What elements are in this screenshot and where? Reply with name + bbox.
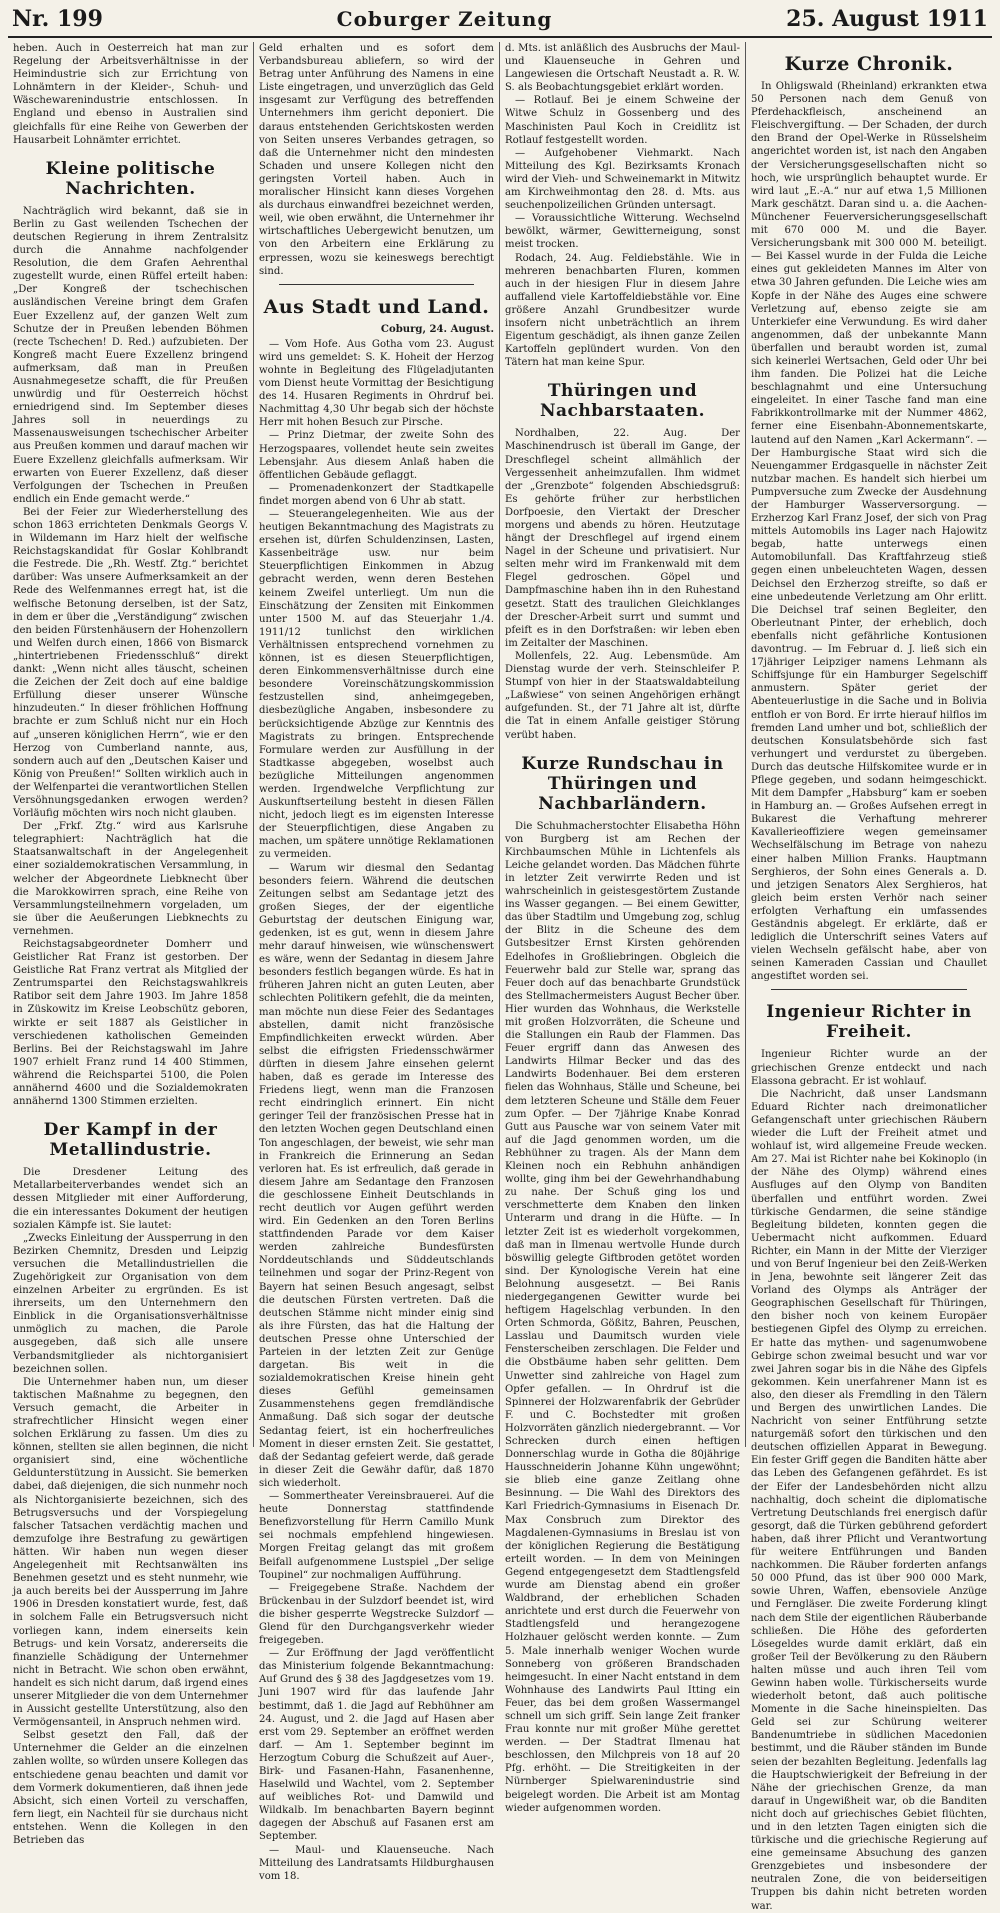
section-heading: Kurze Chronik.	[784, 53, 954, 75]
section-heading: Kurze Rundschau in Thüringen und Nachbarländern.	[521, 753, 724, 814]
column-1	[8, 42, 254, 1846]
article-text: — Zur Eröffnung der Jagd veröffentlicht das Ministerium folgende Bekanntmachung: Auf Grund des § 38 des Jagdgesetzes vom 19. Juni 1907 wird für das laufende Jahr bestimmt, daß 1. die Jagd auf Rebhühner am 24. August, und 2. die Jagd auf Hasen aber erst vom 29. September an eröffnet werden darf. — Am 1. September beginnt im Herzogtum Coburg die Schußzeit auf Auer-, Birk- und Fasanen-Hahn, Fasanenhenne, Haselwild und Wachtel, vom 2. September auf weibliches Rot- und Damwild und Wildkalb. Im benachbarten Bayern beginnt dagegen der Abschuß auf Fasanen erst am September.	[259, 1648, 494, 1843]
article-text: Nachträglich wird bekannt, daß sie in Berlin zu Gast weilenden Tschechen der deutschen Regierung in ihrem Zentralsitz durch die Annahme nachfolgender Resolution, die dem Grafen Aehrenthal zugestellt wurde, einen Rüffel erteilt haben: „Der Kongreß der tschechischen ausländischen Vereine bringt dem Grafen Euer Exzellenz auf, der ganzen Welt zum Schutze der in Preußen lebenden Böhmen (recte Tschechen! D. Red.) aufzubieten. Der Kongreß macht Euere Exzellenz bringend aufmerksam, daß man in Preußen Ausnahmegesetze schafft, die für Preußen unwürdig und für Oesterreich höchst erniedrigend sind. Im September dieses Jahres soll in neuerdings zu Massenausweisungen tschechischer Arbeiter aus Preußen kommen und darauf machen wir Euere Exzellenz gleichfalls aufmerksam. Wir erwarten von Euerer Exzellenz, daß dieser Verfolgungen der Tschechen in Preußen endlich ein Ende gemacht werde.“	[13, 205, 248, 505]
article-text: — Voraussichtliche Witterung. Wechselnd bewölkt, wärmer, Gewitterneigung, sonst meist trocken.	[505, 213, 740, 251]
article-text: — Sommertheater Vereinsbrauerei. Auf die heute Donnerstag stattfindende Benefizvorstellung für Herrn Camillo Munk sei nochmals empfehlend hingewiesen. Morgen Freitag gelangt das mit großem Beifall aufgenommene Lustspiel „Der selige Toupinel“ zur nochmaligen Aufführung.	[259, 1491, 494, 1581]
article-text: Die Unternehmer haben nun, um dieser taktischen Maßnahme zu begegnen, den Versuch gemacht, die Arbeiter in strafrechtlicher Hinsicht wegen einer solchen Erklärung zu fassen. Um dies zu können, stellten sie allen beginnen, die nicht organisiert sind, eine wöchentliche Geldunterstützung in Aussicht. Sie bemerken dabei, daß diejenigen, die sich nunmehr noch als Nichtorganisierte bezeichnen, sich des Betrugsversuchs und der Vorspiegelung falscher Tatsachen verdächtig machen und demzufolge ihre Bestrafung zu gewärtigen hätten. Wir haben nun wegen dieser Angelegenheit mit Rechtsanwälten ins Benehmen gesetzt und es steht nunmehr, wie ja auch bereits bei der Aussperrung im Jahre 1906 in Dresden konstatiert wurde, fest, daß in solchem Falle ein Betrugsversuch nicht vorliegen kann, indem einerseits kein Betrugs- und kein Vorsatz, andererseits die finanzielle Schädigung der Unternehmer nicht in Betracht. Wie schon oben erwähnt, handelt es sich nicht darum, daß irgend eines unserer Mitglieder die von dem Unternehmer in Aussicht gestellte Unterstützung, also den Vermögensanteil, in Anspruch nehmen wird.	[13, 1376, 248, 1729]
article-text: — Prinz Dietmar, der zweite Sohn des Herzogspaares, vollendet heute sein zweites Lebensjahr. Aus diesem Anlaß haben die öffentlichen Gebäude geflaggt.	[259, 430, 494, 481]
section-heading: Thüringen und Nachbarstaaten.	[539, 381, 706, 422]
article-text: — Aufgehobener Viehmarkt. Nach Mitteilung des Kgl. Bezirksamts Kronach wird der Vieh- und Schweinemarkt in Mitwitz am Kirchweihmontag den 28. d. Mts. aus seuchenpolizeilichen Gründen untersagt.	[505, 147, 740, 212]
article-text: Mollenfels, 22. Aug. Lebensmüde. Am Dienstag wurde der verh. Steinschleifer P. Stumpf von hier in der Staatswaldabteilung „Laßwiese“ von seinen Angehörigen erhängt aufgefunden. St., der 71 Jahre alt ist, dürfte die Tat in einem Anfalle geistiger Störung verübt haben.	[505, 650, 740, 741]
article-text: Geld erhalten und es sofort dem Verbandsbureau abliefern, so wird der Betrag unter Anführung des Namens in eine Liste eingetragen, und unverzüglich das Geld insgesamt zur Verfügung des betreffenden Unternehmers ihm gericht deponiert. Die daraus entstehenden Gerichtskosten werden von Seiten unseres Verbandes getragen, so daß die Unternehmer nicht den mindesten Schaden und unsere Kollegen nicht den geringsten Vorteil haben. Auch in moralischer Hinsicht kann dieses Vorgehen als durchaus einwandfrei bezeichnet werden, weil, wie oben erwähnt, die Unternehmer ihr wirtschaftliches Uebergewicht benutzen, um von den Arbeitern eine Erklärung zu erpressen, wozu sie keineswegs berechtigt sind.	[259, 43, 494, 277]
article-text: In Ohligswald (Rheinland) erkrankten etwa 50 Personen nach dem Genuß von Pferdehackfleisch, anscheinend an Fleischvergiftung. — Der Schaden, der durch den Brand der Opel-Werke in Rüsselsheim angerichtet worden ist, ist nach den Angaben der Versicherungsgesellschaften nicht so hoch, wie ursprünglich behauptet wurde. Er wird laut „E.-A.“ nur auf etwa 1,5 Millionen Mark geschätzt. Daran sind u. a. die Aachen-Münchener Feuerversicherungsgesellschaft mit 670 000 M. und die Bayer. Versicherungsbank mit 300 000 M. beteiligt. — Bei Kassel wurde in der Fulda die Leiche eines gut gekleideten Mannes im Alter von etwa 30 Jahren gefunden. Die Leiche wies am Kopfe in der Nähe des Auges eine schwere Verletzung auf, ebenso zeigte sie am Unterkiefer eine Verwundung. Es wird daher angenommen, daß der unbekannte Mann überfallen und beraubt worden ist, zumal sich keinerlei Wertsachen, Geld oder Uhr bei ihm fanden. Die Polizei hat die Leiche beschlagnahmt und eine Untersuchung eingeleitet. In einer Tasche fand man eine Fabrikkontrollmarke mit der Nummer 4862, ferner eine Eisenbahn-Abonnementskarte, lautend auf den Namen „Karl Ackermann“. — Der Hamburgische Staat wird sich die Neuengammer Erdgasquelle in nächster Zeit nutzbar machen. Es handelt sich hierbei um Pumpversuche zum Zwecke der Ausdehnung der Hamburger Wasserversorgung. — Erzherzog Karl Franz Josef, der sich von Prag mittels Automobils ins Lager nach Hajowitz begab, hatte unterwegs einen Automobilunfall. Das Kraftfahrzeug stieß gegen einen unbeleuchteten Wagen, dessen Deichsel den Erzherzog streifte, so daß er eine unbedeutende Verletzung am Ohr erlitt. Die Deichsel traf seinen Begleiter, den Oberleutnant Pinter, der erheblich, doch ebenfalls nicht gefährliche Kontusionen davontrug. — Im Februar d. J. ließ sich ein 17jähriger Leipziger namens Lehmann als Schiffsjunge für ein Hamburger Segelschiff anmustern. Später geriet der Abenteuerlustige in die Sache und in Bolivia entfloh er von Bord. Er irrte hierauf hilflos im fremden Land umher und bot, schließlich der deutschen Konsulatsbehörde sich fast verhungert und verdurstet zu übergeben. Durch das deutsche Hilfskomitee wurde er in Pflege gegeben, und sodann heimgeschickt. Mit dem Dampfer „Habsburg“ kam er soeben in Hamburg an. — Großes Aufsehen erregt in Bukarest die Verhaftung mehrerer Kavallerieoffiziere wegen gemeinsamer Wechselfälschung im Betrage von nahezu einer halben Million Franks. Hauptmann Serghieros, der Sohn eines Generals a. D. und jetzigen Senators Alex Serghieros, hat gleich beim ersten Verhör nach seiner erfolgten Verhaftung ein umfassendes Geständnis abgelegt. Er erklärte, daß er lediglich die Unterschrift seines Vaters auf vielen Wechseln gefälscht habe, aber von seinen Kameraden Cassian und Chaullet angestiftet worden sei.	[751, 81, 987, 983]
divider	[771, 989, 967, 990]
article-text: heben. Auch in Oesterreich hat man zur Regelung der Arbeitsverhältnisse in der Heimindustrie sich zur Errichtung von Lohnämtern in der Kleider-, Schuh- und Wäschewarenindustrie entschlossen. In England und ebenso in Australien sind gleichfalls für eine Reihe von Gewerben der Hausarbeit Lohnämter errichtet.	[13, 43, 248, 146]
divider	[279, 284, 474, 285]
article-text: — Warum wir diesmal den Sedantag besonders feiern. Während die deutschen Zeitungen selbst am Sedantage jetzt des großen Sieges, der der eigentliche Geburtstag der deutschen Einigung war, gedenken, ist es gut, wenn in diesem Jahre mehr darauf hinweisen, wie wünschenswert es wäre, wenn der Sedantag in diesem Jahre besonders festlich begangen würde. Es hat in früheren Jahren nicht an guten Leuten, aber schlechten Politikern gefehlt, die da meinten, man möchte nun diese Feier des Sedantages abstellen, damit nicht französische Empfindlichkeiten erweckt würden. Aber selbst die eifrigsten Friedensschwärmer dürften in diesem Jahre einsehen gelernt haben, daß es gerade im Interesse des Friedens liegt, wenn man die Franzosen recht eindringlich erinnert. Ein nicht geringer Teil der französischen Presse hat in den letzten Wochen gegen Deutschland einen Ton angeschlagen, der beweist, wie sehr man in Frankreich die Erinnerung an Sedan verloren hat. Es ist erfreulich, daß gerade in diesem Jahre am Sedantage den Franzosen die geschlossene Einheit Deutschlands in recht deutlich vor Augen geführt werden wird. Ein Gedenken an den Toren Berlins stattfindenden Parade vor dem Kaiser werden zahlreiche Bundesfürsten Norddeutschlands und Süddeutschlands teilnehmen und sogar der Prinz-Regent von Bayern hat seinen Besuch angesagt, selbst die deutschen Fürsten vertreten. Daß die deutschen Stämme nicht minder einig sind als ihre Fürsten, das hat die Haltung der deutschen Presse ohne Unterschied der Parteien in der letzten Zeit zur Genüge dargetan. Bis weit in die sozialdemokratischen Kreise hinein geht dieses Gefühl gemeinsamen Zusammenstehens gegen fremdländische Anmaßung. Daß sich sogar der deutsche Sedantag feiert, ist ein hocherfreuliches Moment in dieser ernsten Zeit. Sie gestattet, daß der Sedantag gefeiert werde, daß gerade in dieser Zeit die Gewähr dafür, daß 1870 sich wiederholt.	[259, 862, 494, 1489]
issue-number: Nr. 199	[12, 6, 103, 32]
article-text: Die Nachricht, daß unser Landsmann Eduard Richter nach dreimonatlicher Gefangenschaft unter griechischen Räubern wieder die Luft der Freiheit atmet und wohlauf ist, wird allgemeine Freude wecken. Am 27. Mai ist Richter nahe bei Kokinoplo (in der Nähe des Olymp) während eines Ausfluges auf den Olymp von Banditen überfallen und entführt worden. Zwei türkische Gendarmen, die seine ständige Begleitung bildeten, konnten gegen die Uebermacht nicht aufkommen. Eduard Richter, ein Mann in der Mitte der Vierziger und von Beruf Ingenieur bei den Zeiß-Werken in Jena, bewohnte seit längerer Zeit das Vorland des Olymps als Anträger der Geographischen Gesellschaft für Thüringen, den bisher noch von keinem Europäer bestiegenen Gipfel des Olymp zu erreichen. Er hatte das mythen- und sagenumwobene Gebirge schon zweimal besucht und war vor zwei Jahren sogar bis in die Nähe des Gipfels gekommen. Kein unerfahrener Mann ist es also, den dieser als Fremdling in den Tälern und Bergen des unwirtlichen Landes. Die Nachricht von seiner Entführung setzte naturgemäß sofort den türkischen und den deutschen offiziellen Apparat in Bewegung. Ein fester Griff gegen die Banditen hätte aber das Leben des Gefangenen gefährdet. Es ist der Eifer der Landesbehörden nicht allzu nachhaltig, doch scheint die diplomatische Vertretung Deutschlands frei energisch dafür gesorgt, daß die Türken gebührend gefordert haben, daß ihrer Pflicht und Verantwortung für weitere Entführungen und Banden nachkommen. Die Räuber forderten anfangs 50 000 Pfund, das ist über 900 000 Mark, sowie Uhren, Waffen, ebensoviele Anzüge und Ferngläser. Die zweite Forderung klingt nach dem Stile der eigentlichen Räuberbande schließen. Die Höhe des geforderten Lösegeldes wurde damit erklärt, daß ein großer Teil der Bevölkerung zu den Räubern halten müsse und auch ihren Teil vom Gewinn haben wolle. Türkischerseits wurde wiederholt betont, daß auch politische Momente in die Sache hineinspielten. Das Geld sei zur Schürung weiterer Bandenumtriebe in südlichen Macedonien bestimmt, und die Räuber ständen im Bunde seien der bezahlten Begleitung. Jedenfalls lag die Hauptschwierigkeit der Befreiung in der Nähe der griechischen Grenze, da man darauf in Ungewißheit war, ob die Banditen nicht doch auf griechisches Gebiet flüchten, und in den letzten Tagen einigten sich die türkische und die griechische Regierung auf eine gemeinsame Absuchung des ganzen Grenzgebietes und insbesondere der neutralen Zone, die von beiderseitigen Truppen bis dahin nicht betreten worden war.	[751, 1088, 987, 1912]
article-text: — Rotlauf. Bei je einem Schweine der Witwe Schulz in Gossenberg und des Maschinisten Paul Koch in Creidlitz ist Rotlauf festgestellt worden.	[505, 95, 740, 146]
article-text: — Vom Hofe. Aus Gotha vom 23. August wird uns gemeldet: S. K. Hoheit der Herzog wohnte in Begleitung des Flügeladjutanten vom Dienst heute Vormittag der Besichtigung des 14. Husaren Regiments in Ohrdruf bei. Nachmittag 4,30 Uhr begab sich der höchste Herr mit hohen Besuch zur Pirsche.	[259, 338, 494, 429]
dateline: Coburg, 24. August.	[380, 323, 494, 335]
masthead	[8, 6, 992, 38]
newspaper-title: Coburger Zeitung	[336, 7, 553, 31]
article-text: Der „Frkf. Ztg.“ wird aus Karlsruhe telegraphiert: Nachträglich hat die Staatsanwaltschaft in der Angelegenheit einer sozialdemokratischen Versammlung, in welcher der Abgeordnete Liebknecht über die Marokkowirren sprach, eine Reihe von Versammlungsteilnehmern vorgeladen, um sie über die Aeußerungen Liebknechts zu vernehmen.	[13, 821, 248, 937]
article-text: — Maul- und Klauenseuche. Nach Mitteilung des Landratsamts Hildburghausen vom 18.	[259, 1844, 494, 1882]
article-text: d. Mts. ist anläßlich des Ausbruchs der Maul- und Klauenseuche in Gehren und Langewiesen die Ortschaft Neustadt a. R. W. S. als Beobachtungsgebiet erklärt worden.	[505, 43, 740, 94]
article-text: Bei der Feier zur Wiederherstellung des schon 1863 errichteten Denkmals Georgs V. in Wildemann im Harz hielt der welfische Reichstagskandidat für Goslar Kohlbrandt die Festrede. Die „Rh. Westf. Ztg.“ berichtet darüber: Was unsere Aufmerksamkeit an der Rede des Welfenmannes erregt hat, ist die welfische Betonung derselben, ist der Satz, in dem er über die „Verständigung“ zwischen den beiden Fürstenhäusern der Hohenzollern und Welfen durch einen, 1866 von Bismarck „hintertriebenen Friedensschluß“ direkt dankt: „Wenn nicht alles täuscht, scheinen die Zeichen der Zeit doch auf eine baldige Erfüllung dieser unserer Wünsche hinzudeuten.“ In dieser fröhlichen Hoffnung brachte er zum Schluß nicht nur ein Hoch auf „unseren königlichen Herrn“, wie er den Herzog von Cumberland nannte, aus, sondern auch auf den „Deutschen Kaiser und König von Preußen!“ Sollten wirklich auch in der Welfenpartei die verantwortlichen Stellen Versöhnungsgedanken erwogen werden? Vorläufig möchten wirs noch nicht glauben.	[13, 506, 248, 820]
article-text: Die Schuhmacherstochter Elisabetha Höhn von Burgberg ist am Rechen der Kirchbaumschen Mühle in Lichtenfels als Leiche gelandet worden. Das Mädchen führte in letzter Zeit verwirrte Reden und ist wahrscheinlich in geistesgestörtem Zustande ins Wasser gegangen. — Bei einem Gewitter, das über Stadtilm und Umgebung zog, schlug der Blitz in die Scheune des dem Gutsbesitzer Ernst Kirsten gehörenden Edelhofes in Großliebringen. Obgleich die Feuerwehr bald zur Stelle war, sprang das Feuer doch auf das benachbarte Grundstück des Stellmachermeisters August Becher über. Hier wurden das Wohnhaus, die Werkstelle mit großen Holzvorräten, die Scheune und die Stallungen ein Raub der Flammen. Das Feuer ergriff dann das Anwesen des Landwirts Hilmar Becker und das des Landwirts Bodenhauer. Bei dem ersteren fielen das Wohnhaus, Ställe und Scheune, bei dem letzteren Scheune und Ställe dem Feuer zum Opfer. — Der 7jährige Knabe Konrad Gutt aus Pausche war von seinem Vater mit auf die Jagd genommen worden, um die Rebhühner zu tragen. Als der Mann dem Kleinen noch ein Rebhuhn anhändigen wollte, ging ihm bei der Gewehrhandhabung zu nahe. Der Schuß ging los und verschmetterte dem Knaben den linken Unterarm und drang in die Hüfte. — In letzter Zeit ist es wiederholt vorgekommen, daß man in Ilmenau wertvolle Hunde durch böswillig gelegte Giftbroden getötet worden sind. Der Kynologische Verein hat eine Belohnung ausgesetzt. — Bei Ranis niedergegangenen Gewitter wurde bei heftigem Hagelschlag verbunden. In den Orten Schmorda, Gößitz, Bahren, Peuschen, Lasslau und Daumitsch wurden viele Fensterscheiben zerschlagen. Die Felder und die Obstbäume haben sehr gelitten. Dem Unwetter sind zahlreiche von Hagel zum Opfer gefallen. — In Ohrdruf ist die Spinnerei der Holzwarenfabrik der Gebrüder F. und C. Bochstedter mit großen Holzvorräten gänzlich niedergebrannt. — Vor Schrecken durch einen heftigen Donnerschlag wurde in Gotha die 80jährige Hausschneiderin Johanne Kühn ungewöhnt; sie blieb eine ganze Zeitlang ohne Besinnung. — Die Wahl des Direktors des Karl Friedrich-Gymnasiums in Eisenach Dr. Max Consbruch zum Direktor des Magdalenen-Gymnasiums in Breslau ist von der königlichen Regierung die Bestätigung erteilt worden. — In dem von Meiningen Gegend entgegengesetzt dem Stadtlengsfeld wurde am Dienstag abend ein großer Waldbrand, der erheblichen Schaden anrichtete und erst durch die Feuerwehr von Stadtlengsfeld und herangezogene Holzhauer gelöscht werden konnte. — Zum 5. Male innerhalb weniger Wochen wurde Sonneberg von größeren Brandschaden heimgesucht. In einer Nacht entstand in dem Wohnhause des Landwirts Paul Itting ein Feuer, das bei dem großen Wassermangel schnell um sich griff. Sein lange Zeit franker Frau konnte nur mit großer Mühe gerettet werden. — Der Stadtrat Ilmenau hat beschlossen, den Milchpreis von 18 auf 20 Pfg. erhöht. — Die Streitigkeiten in der Nürnberger Spielwarenindustrie sind beigelegt worden. Die Arbeit ist am Montag wieder aufgenommen worden.	[505, 820, 740, 1814]
column-2	[254, 42, 500, 1882]
article-text: „Zwecks Einleitung der Aussperrung in den Bezirken Chemnitz, Dresden und Leipzig versuchen die Metallindustriellen die Zugehörigkeit zur Organisation von dem einzelnen Arbeiter zu ergründen. Es ist ihrerseits, um den Unternehmern den Einblick in die Organisationsverhältnisse unmöglich zu machen, die Parole ausgegeben, daß sich alle unsere Verbandsmitglieder als nichtorganisiert bezeichnen sollen.	[13, 1232, 248, 1375]
article-text: Nordhalben, 22. Aug. Der Maschinendrusch ist überall im Gange, der Dreschflegel scheint allmählich der Vergessenheit anheimzufallen. Ihm widmet der „Grenzbote“ folgenden Abschiedsgruß: Es gehörte früher zur herbstlichen Dorfpoesie, den Viertakt der Drescher morgens und abends zu hören. Heutzutage hängt der Dreschflegel auf irgend einem Nagel in der Scheune und privatisiert. Nur selten mehr wird im Frankenwald mit dem Flegel gedroschen. Göpel und Dampfmaschine haben ihn in den Ruhestand gesetzt. Statt des traulichen Gleichklanges der Drescher-Arbeit surrt und summt und pfeift es in den Dorfstraßen: wir leben eben im Zeitalter der Maschinen.	[505, 428, 740, 649]
section-heading: Aus Stadt und Land.	[263, 295, 490, 318]
section-heading: Ingenieur Richter in Freiheit.	[766, 1002, 972, 1043]
issue-date: 25. August 1911	[786, 6, 988, 32]
column-3	[500, 42, 746, 1814]
article-text: Ingenieur Richter wurde an der griechischen Grenze entdeckt und nach Elassona gebracht. Er ist wohlauf.	[751, 1049, 987, 1087]
column-4	[746, 42, 992, 1912]
section-heading: Kleine politische Nachrichten.	[45, 158, 216, 199]
article-text: Die Dresdener Leitung des Metallarbeiterverbandes wendet sich an dessen Mitglieder mit einer Aufforderung, die ein interessantes Dokument der heutigen sozialen Kämpfe ist. Sie lautet:	[13, 1167, 248, 1231]
section-heading: Der Kampf in der Metallindustrie.	[43, 1120, 218, 1161]
article-text: Reichstagsabgeordneter Domherr und Geistlicher Rat Franz ist gestorben. Der Geistliche Rat Franz vertrat als Mitglied der Zentrumspartei den Reichstagswahlkreis Ratibor seit dem Jahre 1903. Im Jahre 1858 in Züskowitz im Kreise Leobschütz geboren, wirkte er seit 1887 als Geistlicher in verschiedenen katholischen Gemeinden Berlins. Bei der Reichstagswahl im Jahre 1907 erhielt Franz rund 14 400 Stimmen, während die Reichspartei 5100, die Polen annähernd 4600 und die Sozialdemokraten annähernd 1300 Stimmen erzielten.	[13, 939, 248, 1108]
article-text: — Steuerangelegenheiten. Wie aus der heutigen Bekanntmachung des Magistrats zu ersehen ist, dürfen Schuldenzinsen, Lasten, Kassenbeiträge usw. nur beim Steuerpflichtigen Einkommen in Abzug gebracht werden, wenn deren Bestehen keinem Zweifel unterliegt. Um nun die Einschätzung der Zensiten mit Einkommen unter 1500 M. auf das Steuerjahr 1./4. 1911/12 tunlichst den wirklichen Verhältnissen entsprechend vornehmen zu können, ist es diesen Steuerpflichtigen, deren Einkommensverhältnisse durch eine besondere Voreinschätzungskommission festzustellen sind, anheimgegeben, diesbezügliche Angaben, insbesondere zu berücksichtigende Abzüge zur Kenntnis des Magistrats zu bringen. Entsprechende Formulare werden zur Ausfüllung in der Stadtkasse abgegeben, woselbst auch bezügliche Mitteilungen angenommen werden. Irgendwelche Verpflichtung zur Auskunftserteilung besteht in diesen Fällen nicht, jedoch liegt es im eigensten Interesse der Steuerpflichtigen, diese Angaben zu machen, um spätere unnötige Reklamationen zu vermeiden.	[259, 509, 494, 861]
article-text: — Freigegebene Straße. Nachdem der Brückenbau in der Sulzdorf beendet ist, wird die bisher gesperrte Wegstrecke Sulzdorf — Glend für den Durchgangsverkehr wieder freigegeben.	[259, 1582, 494, 1647]
columns	[8, 42, 992, 1912]
article-text: Rodach, 24. Aug. Feldiebstähle. Wie in mehreren benachbarten Fluren, kommen auch in der hiesigen Flur in diesem Jahre auffallend viele Kartoffeldiebstähle vor. Eine größere Anzahl Grundbesitzer wurde insofern nicht unbeträchtlich an ihrem Eigentum geschädigt, als ihnen ganze Zeilen Kartoffeln geplündert wurden. Von den Tätern hat man keine Spur.	[505, 252, 740, 369]
article-text: Selbst gesetzt den Fall, daß der Unternehmer die Gelder an die einzelnen zahlen wollte, so würden unsere Kollegen das entschiedene genau beachten und damit vor dem Vormerk dokumentieren, daß ihnen jede Absicht, sich einen Vorteil zu verschaffen, fern liegt, ein Nachteil für sie durchaus nicht entstehen. Wenn die Kollegen in den Betrieben das	[13, 1730, 248, 1846]
article-text: — Promenadenkonzert der Stadtkapelle findet morgen abend von 6 Uhr ab statt.	[259, 482, 494, 507]
